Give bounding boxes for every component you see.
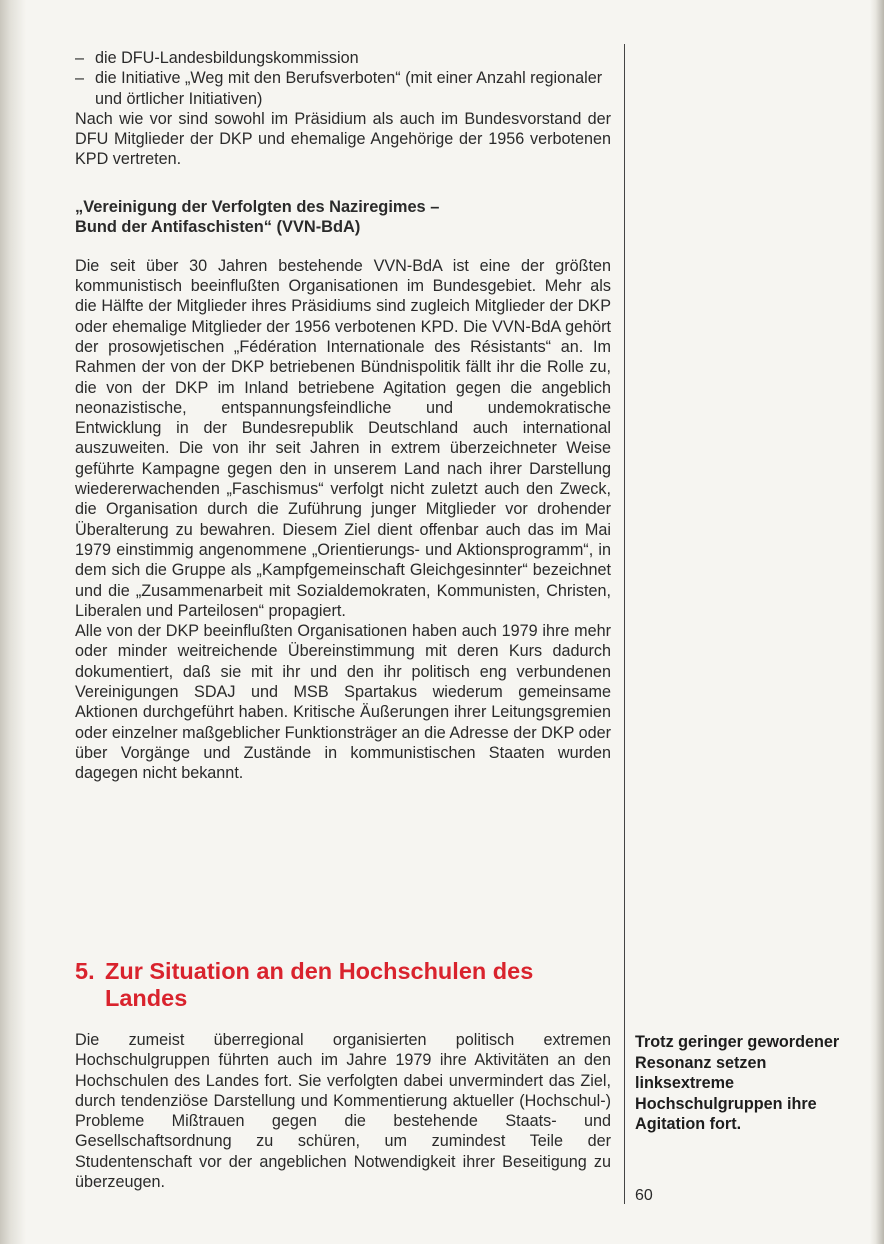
list-item <box>75 48 611 68</box>
main-column <box>75 48 611 784</box>
list-dash: – <box>75 69 85 88</box>
subheading <box>75 197 611 238</box>
page-edge-shadow <box>870 0 884 1244</box>
section-heading <box>75 958 611 1012</box>
body-paragraph-1: Die seit über 30 Jahren bestehende VVN-BdA ist eine der größten kommunistisch beeinflußten Organisationen im Bundesgebiet. Mehr als die Hälfte der Mitglieder ihres Präsidiums sind zugleich Mitglieder der DKP oder ehemalige Mitglieder der 1956 verbotenen KPD. Die VVN-BdA gehört der prosowjetischen „Fédération Internationale des Résistants“ an. Im Rahmen der von der DKP betriebenen Bündnispolitik fällt ihr die Rolle zu, die von der DKP im Inland betriebene Agitation gegen die angeblich neonazistische, entspannungsfeindliche und undemokratische Entwicklung in der Bundesrepublik Deutschland auch international auszuweiten. Die von ihr seit Jahren in extrem überzeichneter Weise geführte Kampagne gegen den in unserem Land nach ihrer Darstellung wiedererwachenden „Faschismus“ verfolgt nicht zuletzt auch den Zweck, die Organisation durch die Zuführung junger Mitglieder vor drohender Überalterung zu bewahren. Diesem Ziel dient offenbar auch das im Mai 1979 einstimmig angenommene „Orientierungs- und Aktionsprogramm“, in dem sich die Gruppe als „Kampfgemeinschaft Gleichgesinnter“ bezeichnet und die „Zusammenarbeit mit Sozialdemokraten, Kommunisten, Christen, Liberalen und Parteilosen“ propagiert. <box>75 256 611 620</box>
subheading-line-1: „Vereinigung der Verfolgten des Naziregimes – <box>75 197 440 216</box>
list-dash: – <box>75 49 85 67</box>
subheading-line-2: Bund der Antifaschisten“ (VVN-BdA) <box>75 218 361 237</box>
section-title-line-1: Zur Situation an den Hochschulen des <box>105 958 534 984</box>
column-divider <box>624 44 625 1204</box>
section-title-line-2: Landes <box>105 985 188 1011</box>
list-item-text: die Initiative „Weg mit den Berufsverboten“ (mit einer Anzahl regionaler und örtlicher Initiativen) <box>95 69 603 108</box>
intro-paragraph: Nach wie vor sind sowohl im Präsidium als auch im Bundesvorstand der DFU Mitglieder der DKP und ehemalige Angehörige der 1956 verbotenen KPD vertreten. <box>75 109 611 169</box>
list-item <box>75 68 611 109</box>
section-body <box>75 1030 611 1192</box>
page-number: 60 <box>635 1187 653 1204</box>
page-binding-shadow <box>0 0 26 1244</box>
list-item-text: die DFU-Landesbildungskommission <box>95 49 359 67</box>
section-number: 5. <box>75 958 95 984</box>
section-paragraph: Die zumeist überregional organisierten politisch extremen Hochschulgruppen führten auch im Jahre 1979 ihre Aktivitäten an den Hochschulen des Landes fort. Sie verfolgten dabei unvermindert das Ziel, durch tendenziöse Darstellung und Kommentierung aktueller (Hochschul-) Probleme Mißtrauen gegen die bestehende Staats- und Gesellschaftsordnung zu schüren, um zumindest Teile der Studentenschaft vor der angeblichen Notwendigkeit ihrer Beseitigung zu überzeugen. <box>75 1031 611 1192</box>
margin-note: Trotz geringer gewordener Resonanz setzen linksextreme Hochschulgruppen ihre Agitation fort. <box>635 1033 840 1134</box>
body-paragraph-2: Alle von der DKP beeinflußten Organisationen haben auch 1979 ihre mehr oder minder weitreichende Übereinstimmung mit deren Kurs dadurch dokumentiert, daß sie mit ihr und den ihr politisch eng verbundenen Vereinigungen SDAJ und MSB Spartakus wiederum gemeinsame Aktionen durchgeführt haben. Kritische Äußerungen ihrer Leitungsgremien oder einzelner maßgeblicher Funktionsträger an die Adresse der DKP oder über Vorgänge und Zustände in kommunistischen Staaten wurden dagegen nicht bekannt. <box>75 622 611 783</box>
